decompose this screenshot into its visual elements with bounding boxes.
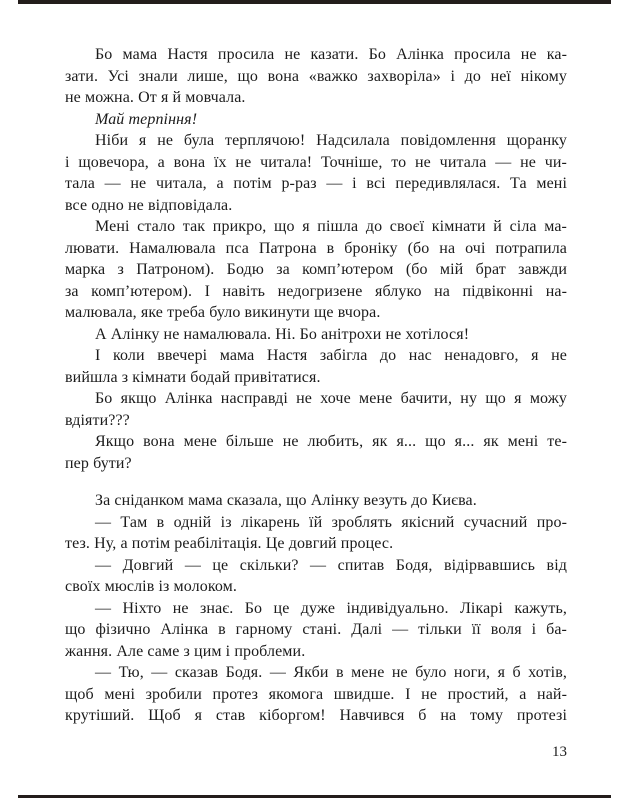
text-line: крутіший. Щоб я став кіборгом! Навчився б на тому протезі [65,707,567,724]
text-line: за комп’ютером). І навіть недогризене яблуко на підвіконні на- [65,282,567,300]
text-line: що фізично Алінка в гарному стані. Далі — тільки її воля і ба- [65,621,567,638]
text-line: жання. Але саме з цим і проблеми. [65,642,306,660]
text-line-section-start: За сніданком мама сказала, що Алінку везуть до Києва. [95,492,477,509]
text-line: не можна. От я й мовчала. [65,89,246,106]
text-line: Бо якщо Алінка насправді не хоче мене бачити, ну що я можу [95,390,567,407]
text-line: Ніби я не була терплячою! Надсилала повідомлення щоранку [95,132,567,149]
text-line: — Довгий — це скільки? — спитав Бодя, відірвавшись від [95,556,567,574]
text-line: зати. Усі знали лише, що вона «важко захворіла» і до неї нікому [65,67,567,85]
text-line: І коли ввечері мама Настя забігла до нас ненадовго, я не [95,347,567,364]
text-line: вийшла з кімнати бодай привітатися. [65,368,321,386]
text-line: тез. Ну, а потім реабілітація. Це довгий процес. [65,535,394,552]
text-line: Мені стало так прикро, що я пішла до своєї кімнати й сіла ма- [95,218,567,235]
text-line: пер бути? [65,454,132,472]
bottom-border-rule [18,795,611,798]
body-text-block [65,44,567,727]
top-border-rule [18,0,611,4]
text-line: вдіяти??? [65,411,130,429]
text-line: щоб мені зробили протез якомога швидше. І не простий, а най- [65,685,567,703]
text-line: Якщо вона мене більше не любить, як я... що я... як мені те- [95,433,567,450]
text-line: своїх мюслів із молоком. [65,578,238,595]
text-line: малювала, яке треба було викинути ще вчора. [65,304,381,321]
page-number: 13 [552,744,567,760]
text-line: все одно не відповідала. [65,196,233,214]
text-line: і щовечора, а вона їх не читала! Точніше, то не читала — не чи- [65,153,567,171]
text-line: тала — не читала, а потім р-раз — і всі передивлялася. Та мені [65,175,567,192]
text-line: — Ніхто не знає. Бо це дуже індивідуально. Лікарі кажуть, [95,599,567,617]
text-line: — Там в одній із лікарень їй зроблять якісний сучасний про- [95,513,567,531]
text-line: марка з Патроном). Бодю за комп’ютером (бо мій брат завжди [65,261,567,278]
text-line: Бо мама Настя просила не казати. Бо Алінка просила не ка- [95,46,567,63]
text-line: А Алінку не намалювала. Ні. Бо анітрохи не хотілося! [95,325,470,343]
text-line: — Тю, — сказав Бодя. — Якби в мене не було ноги, я б хотів, [95,664,567,681]
text-line-italic: Май терпіння! [95,110,198,128]
text-line: лювати. Намалювала пса Патрона в броніку (бо на очі потрапила [65,239,567,257]
